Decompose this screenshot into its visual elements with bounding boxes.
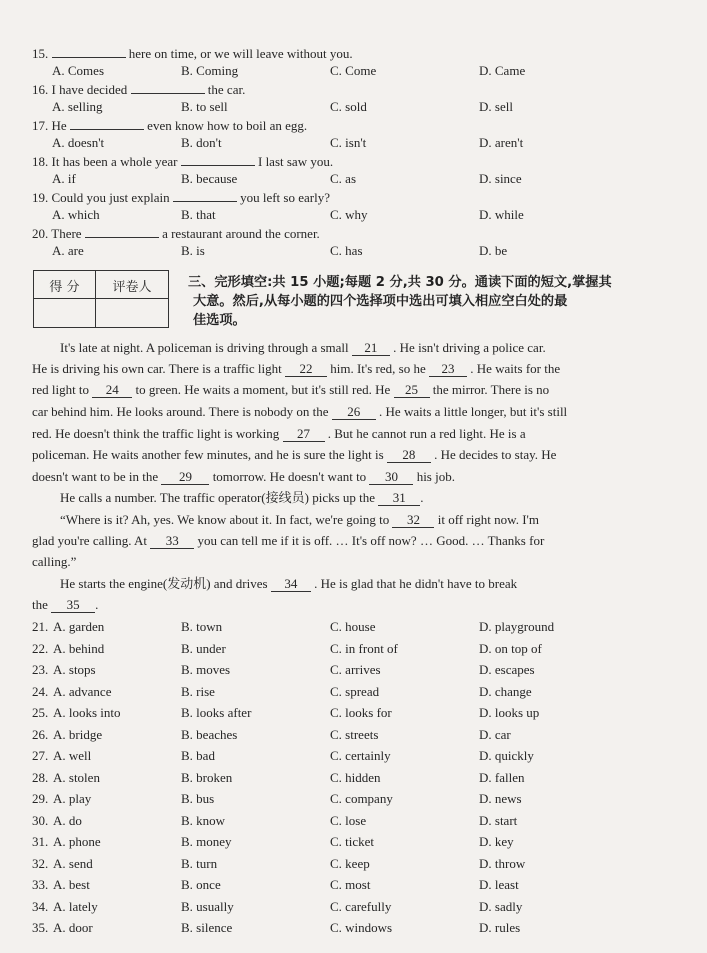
option-a: A. doesn't [52, 135, 105, 150]
passage-text: . He waits for the [470, 361, 561, 376]
blank-33: 33 [150, 534, 194, 549]
answer-blank [85, 225, 159, 238]
option-d: D. since [479, 171, 522, 186]
score-label: 得 分 [49, 280, 80, 295]
option-c: C. company [330, 791, 393, 806]
option-d: D. least [479, 877, 519, 892]
option-b: B. once [181, 877, 221, 892]
question-number: 31. [32, 834, 49, 849]
question-20 [32, 225, 320, 242]
option-a: A. Comes [52, 63, 104, 78]
option-a: A. best [53, 877, 90, 892]
passage-text: . He isn't driving a police car. [393, 340, 546, 355]
option-d: D. sadly [479, 899, 523, 914]
blank-29: 29 [161, 470, 209, 485]
option-c: C. Come [330, 63, 377, 78]
passage-text: . He decides to stay. He [434, 447, 557, 462]
option-d: D. fallen [479, 770, 525, 785]
option-c: C. streets [330, 727, 379, 742]
option-c: C. most [330, 877, 371, 892]
question-stem: It has been a whole year [51, 154, 178, 169]
question-stem-end: a restaurant around the corner. [162, 226, 320, 241]
question-stem-end: I last saw you. [257, 154, 334, 169]
option-a: A. if [52, 171, 76, 186]
option-c: C. isn't [330, 135, 367, 150]
option-a: A. do [53, 813, 82, 828]
option-c: C. in front of [330, 641, 398, 656]
option-b: B. under [181, 641, 226, 656]
passage-text: calling.” [32, 554, 77, 569]
blank-25: 25 [394, 383, 430, 398]
passage-line [32, 447, 654, 463]
option-d: D. escapes [479, 662, 535, 677]
section-instruction-line: 三、完形填空:共 15 小题;每题 2 分,共 30 分。通读下面的短文,掌握其 [188, 275, 612, 290]
passage-text: He starts the engine(发动机) and drives [60, 576, 268, 591]
option-b: B. beaches [181, 727, 238, 742]
option-b: B. to sell [181, 99, 228, 114]
question-stem: There [51, 226, 82, 241]
question-number: 34. [32, 899, 49, 914]
option-d: D. throw [479, 856, 526, 871]
passage-text: it off right now. I'm [437, 512, 539, 527]
passage-text: . He is glad that he didn't have to break [314, 576, 518, 591]
option-d: D. looks up [479, 705, 540, 720]
question-number: 33. [32, 877, 49, 892]
passage-line [32, 597, 654, 613]
option-a: A. are [52, 243, 84, 258]
option-a: A. phone [53, 834, 101, 849]
question-stem-end: the car. [207, 82, 246, 97]
passage-line [32, 469, 654, 485]
question-16 [32, 81, 245, 98]
option-c: C. has [330, 243, 363, 258]
passage-text: the mirror. There is no [432, 382, 550, 397]
passage-text: policeman. He waits another few minutes, and he is sure the light is [32, 447, 384, 462]
answer-blank [52, 45, 126, 58]
option-d: D. be [479, 243, 508, 258]
option-a: A. behind [53, 641, 105, 656]
passage-line [32, 361, 654, 377]
question-number: 22. [32, 641, 49, 656]
option-a: A. bridge [53, 727, 103, 742]
passage-text: “Where is it? Ah, yes. We know about it. In fact, we're going to [60, 512, 390, 527]
question-15 [32, 45, 353, 62]
blank-22: 22 [285, 362, 327, 377]
question-number: 24. [32, 684, 49, 699]
option-b: B. know [181, 813, 226, 828]
passage-text: glad you're calling. At [32, 533, 147, 548]
option-b: B. broken [181, 770, 233, 785]
option-d: D. quickly [479, 748, 534, 763]
option-d: D. while [479, 207, 524, 222]
option-a: A. garden [53, 619, 105, 634]
blank-21: 21 [352, 341, 390, 356]
option-b: B. money [181, 834, 232, 849]
option-d: D. aren't [479, 135, 524, 150]
option-c: C. why [330, 207, 368, 222]
blank-35: 35 [51, 598, 95, 613]
passage-line [32, 340, 654, 356]
option-b: B. looks after [181, 705, 252, 720]
option-a: A. stops [53, 662, 96, 677]
question-number: 15. [32, 46, 49, 61]
option-c: C. hidden [330, 770, 381, 785]
question-19 [32, 189, 330, 206]
option-a: A. send [53, 856, 93, 871]
option-d: D. news [479, 791, 522, 806]
option-d: D. playground [479, 619, 555, 634]
option-c: C. house [330, 619, 376, 634]
blank-34: 34 [271, 577, 311, 592]
question-number: 17. [32, 118, 49, 133]
option-a: A. play [53, 791, 92, 806]
blank-27: 27 [283, 427, 325, 442]
option-d: D. rules [479, 920, 521, 935]
question-stem-end: you left so early? [240, 190, 330, 205]
answer-blank [131, 81, 205, 94]
question-number: 30. [32, 813, 49, 828]
passage-line [32, 382, 654, 398]
passage-text: his job. [416, 469, 455, 484]
blank-30: 30 [369, 470, 413, 485]
passage-text: you can tell me if it is off. … It's off now? … Good. … Thanks for [197, 533, 545, 548]
option-b: B. bad [181, 748, 215, 763]
blank-24: 24 [92, 383, 132, 398]
question-number: 28. [32, 770, 49, 785]
passage-text: He is driving his own car. There is a traffic light [32, 361, 282, 376]
option-a: A. advance [53, 684, 112, 699]
passage-text: to green. He waits a moment, but it's still red. He [135, 382, 391, 397]
question-number: 25. [32, 705, 49, 720]
answer-blank [173, 189, 237, 202]
question-stem: here on time, or we will leave without you. [128, 46, 353, 61]
passage-text: . He waits a little longer, but it's still [379, 404, 568, 419]
question-number: 35. [32, 920, 49, 935]
passage-text: red. He doesn't think the traffic light is working [32, 426, 280, 441]
question-stem: I have decided [51, 82, 128, 97]
option-b: B. bus [181, 791, 215, 806]
section-heading [188, 273, 653, 330]
option-a: A. selling [52, 99, 103, 114]
passage-text: . [95, 597, 99, 612]
option-b: B. don't [181, 135, 222, 150]
option-b: B. turn [181, 856, 218, 871]
option-c: C. keep [330, 856, 370, 871]
option-c: C. as [330, 171, 356, 186]
question-stem-end: even know how to boil an egg. [147, 118, 308, 133]
answer-blank [181, 153, 255, 166]
blank-28: 28 [387, 448, 431, 463]
option-c: C. lose [330, 813, 367, 828]
question-18 [32, 153, 333, 170]
question-number: 29. [32, 791, 49, 806]
option-c: C. spread [330, 684, 380, 699]
passage-line [32, 554, 654, 570]
passage-line [32, 490, 654, 506]
passage-text: It's late at night. A policeman is driving through a small [60, 340, 349, 355]
option-d: D. Came [479, 63, 526, 78]
option-c: C. sold [330, 99, 367, 114]
question-stem: He [51, 118, 67, 133]
option-c: C. ticket [330, 834, 375, 849]
passage-text: him. It's red, so he [330, 361, 426, 376]
option-a: A. which [52, 207, 100, 222]
blank-23: 23 [429, 362, 467, 377]
question-17 [32, 117, 307, 134]
option-a: A. lately [53, 899, 98, 914]
section-instruction-line: 大意。然后,从每小题的四个选择项中选出可填入相应空白处的最 [193, 294, 568, 309]
option-c: C. arrives [330, 662, 381, 677]
option-b: B. silence [181, 920, 233, 935]
option-b: B. usually [181, 899, 234, 914]
option-c: C. windows [330, 920, 393, 935]
blank-26: 26 [332, 405, 376, 420]
passage-line [32, 533, 654, 549]
option-d: D. key [479, 834, 514, 849]
answer-blank [70, 117, 144, 130]
option-b: B. rise [181, 684, 215, 699]
option-a: A. well [53, 748, 92, 763]
passage-line [32, 576, 654, 592]
option-d: D. start [479, 813, 518, 828]
blank-31: 31 [378, 491, 420, 506]
passage-text: the [32, 597, 48, 612]
question-number: 26. [32, 727, 49, 742]
option-b: B. because [181, 171, 238, 186]
question-number: 27. [32, 748, 49, 763]
option-d: D. car [479, 727, 511, 742]
passage-text: He calls a number. The traffic operator(接线员) picks up the [60, 490, 376, 505]
question-number: 18. [32, 154, 49, 169]
passage-text: tomorrow. He doesn't want to [212, 469, 367, 484]
grader-label: 评卷人 [112, 280, 152, 295]
option-a: A. stolen [53, 770, 100, 785]
question-stem: Could you just explain [51, 190, 170, 205]
passage-text: car behind him. He looks around. There is nobody on the [32, 404, 329, 419]
question-number: 19. [32, 190, 49, 205]
passage-line [32, 426, 654, 442]
option-d: D. on top of [479, 641, 542, 656]
passage-text: red light to [32, 382, 90, 397]
option-a: A. looks into [53, 705, 121, 720]
score-box [33, 270, 169, 328]
question-number: 32. [32, 856, 49, 871]
score-box-divider [34, 298, 168, 299]
passage-text: . [420, 490, 424, 505]
question-number: 16. [32, 82, 49, 97]
option-b: B. town [181, 619, 223, 634]
option-b: B. is [181, 243, 205, 258]
question-number: 20. [32, 226, 49, 241]
question-number: 23. [32, 662, 49, 677]
option-b: B. Coming [181, 63, 239, 78]
option-a: A. door [53, 920, 93, 935]
option-c: C. carefully [330, 899, 392, 914]
question-number: 21. [32, 619, 49, 634]
passage-line [32, 512, 654, 528]
option-c: C. certainly [330, 748, 391, 763]
passage-text: . But he cannot run a red light. He is a [327, 426, 526, 441]
option-d: D. change [479, 684, 532, 699]
passage-line [32, 404, 654, 420]
option-c: C. looks for [330, 705, 392, 720]
option-d: D. sell [479, 99, 513, 114]
passage-text: doesn't want to be in the [32, 469, 159, 484]
blank-32: 32 [392, 513, 434, 528]
option-b: B. moves [181, 662, 231, 677]
section-instruction-line: 佳选项。 [193, 313, 246, 328]
option-b: B. that [181, 207, 216, 222]
